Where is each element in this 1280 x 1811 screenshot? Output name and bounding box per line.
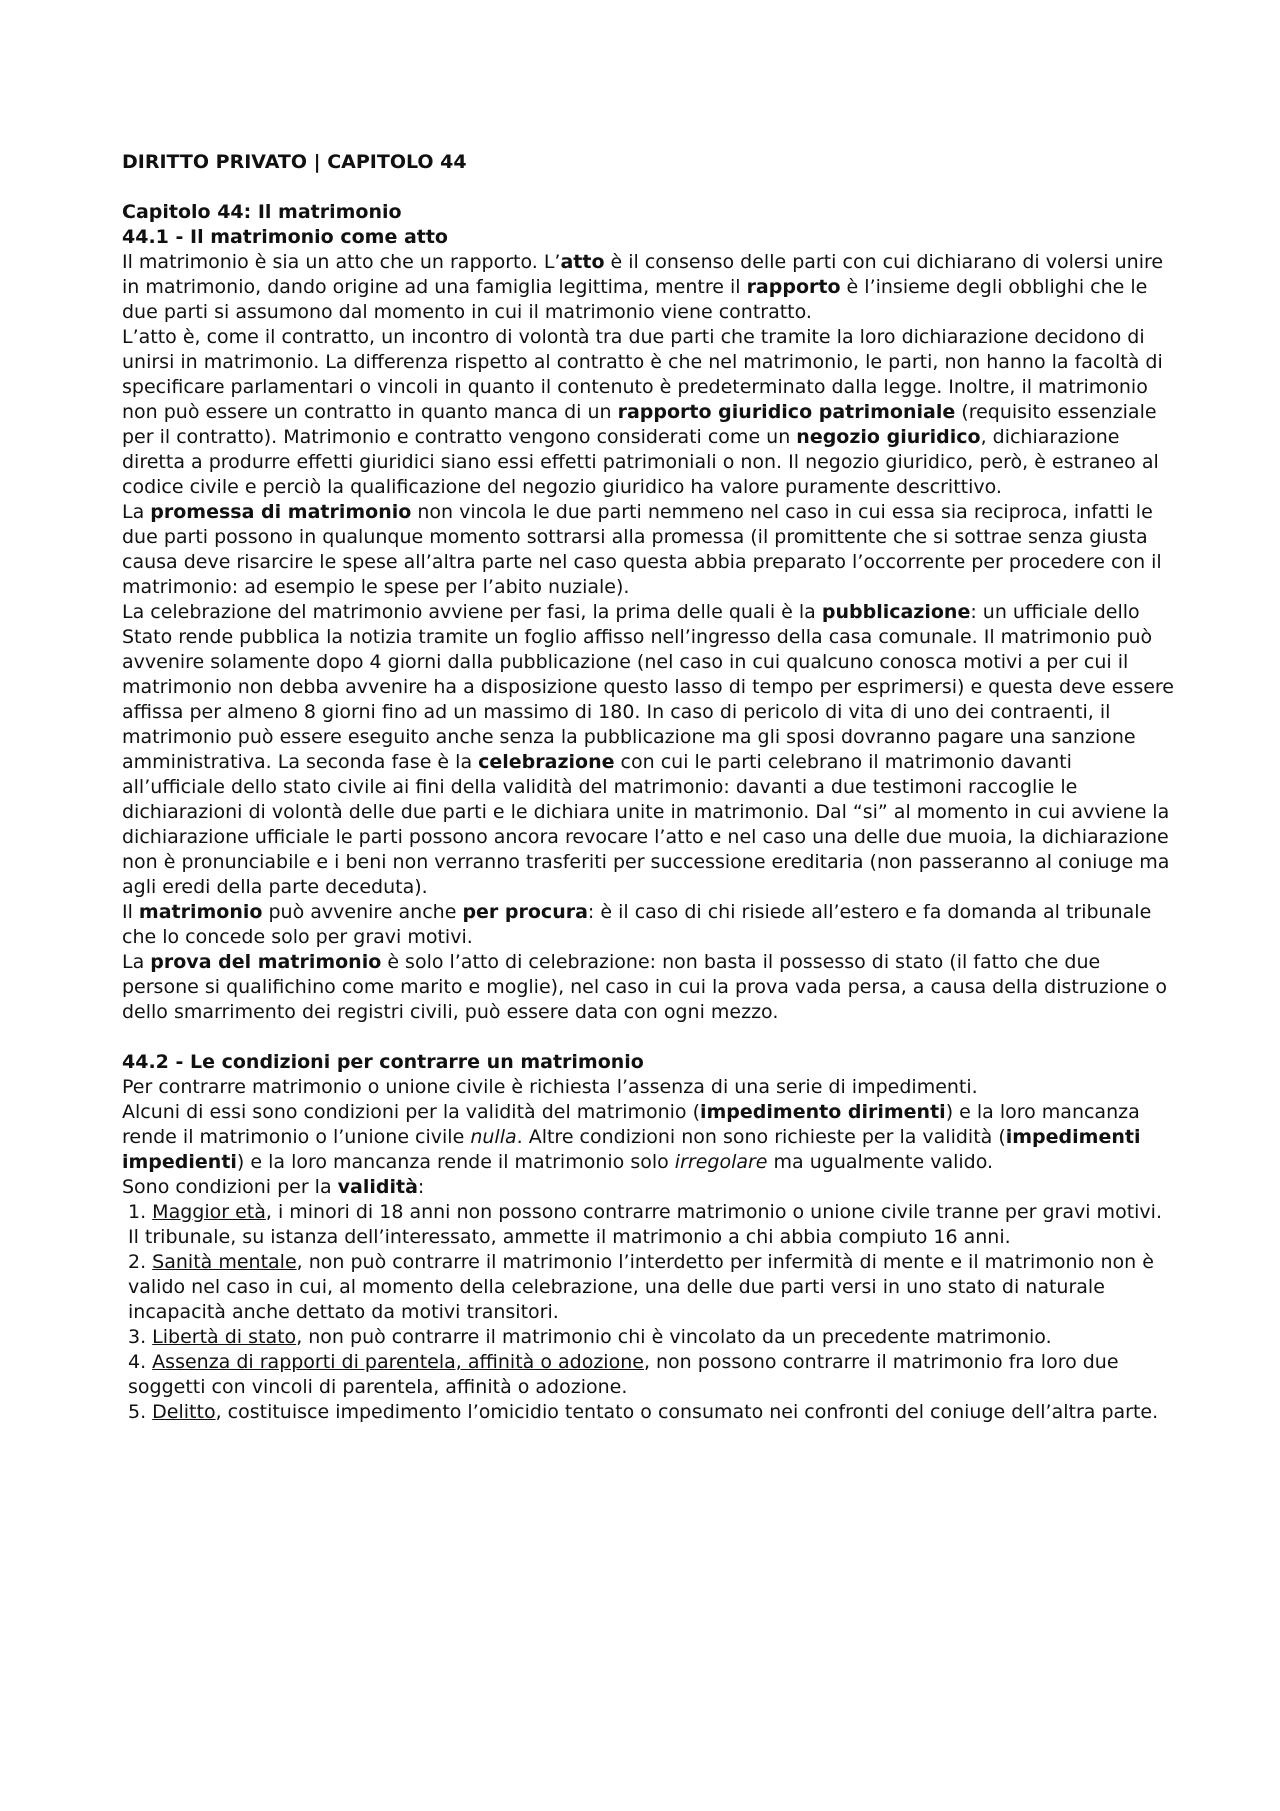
spacer <box>122 1025 1178 1050</box>
list-item: 5. Delitto, costituisce impedimento l’omicidio tentato o consumato nei confronti del coniuge dell’altra parte. <box>128 1401 1159 1423</box>
paragraph-impedimenti: Per contrarre matrimonio o unione civile è richiesta l’assenza di una serie di impedimenti. <box>122 1076 978 1098</box>
paragraph-atto-rapporto: Il matrimonio è sia un atto che un rapporto. L’atto è il consenso delle parti con cui dichiarano di volersi unire in matrimonio, dando origine ad una famiglia legittima, mentre il rapporto è l’insieme degli obblighi che le due parti si assumono dal momento in cui il matrimonio viene contratto. <box>122 251 1164 323</box>
paragraph-celebrazione: La celebrazione del matrimonio avviene per fasi, la prima delle quali è la pubblicazione: un ufficiale dello Stato rende pubblica la notizia tramite un foglio affisso nell’ingresso della casa comunale. Il matrimonio può avvenire solamente dopo 4 giorni dalla pubblicazione (nel caso in cui qualcuno conosca motivi a per cui il matrimonio non debba avvenire ha a disposizione questo lasso di tempo per esprimersi) e questa deve essere affissa per almeno 8 giorni fino ad un massimo di 180. In caso di pericolo di vita di uno dei contraenti, il matrimonio può essere eseguito anche senza la pubblicazione ma gli sposi dovranno pagare una sanzione amministrativa. La seconda fase è la celebrazione con cui le parti celebrano il matrimonio davanti all’ufficiale dello stato civile ai fini della validità del matrimonio: davanti a due testimoni raccoglie le dichiarazioni di volontà delle due parti e le dichiara unite in matrimonio. Dal “si” al momento in cui avviene la dichiarazione ufficiale le parti possono ancora revocare l’atto e nel caso una delle due muoia, la dichiarazione non è pronunciabile e i beni non verranno trasferiti per successione ereditaria (non passeranno al coniuge ma agli eredi della parte deceduta). <box>122 601 1174 898</box>
chapter-title: Capitolo 44: Il matrimonio <box>122 201 402 223</box>
document-page <box>122 150 1178 1425</box>
paragraph-dirimenti-impedienti: Alcuni di essi sono condizioni per la validità del matrimonio (impedimento dirimenti) e la loro mancanza rende il matrimonio o l’unione civile nulla. Altre condizioni non sono richieste per la validità (impedimenti impedienti) e la loro mancanza rende il matrimonio solo irregolare ma ugualmente valido. <box>122 1101 1141 1173</box>
paragraph-prova: La prova del matrimonio è solo l’atto di celebrazione: non basta il possesso di stato (il fatto che due persone si qualifichino come marito e moglie), nel caso in cui la prova vada persa, a causa della distruzione o dello smarrimento dei registri civili, può essere data con ogni mezzo. <box>122 951 1167 1023</box>
paragraph-condizioni-validita: Sono condizioni per la validità: <box>122 1176 425 1198</box>
list-item: 4. Assenza di rapporti di parentela, affinità o adozione, non possono contrarre il matrimonio fra loro due soggetti con vincoli di parentela, affinità o adozione. <box>128 1351 1119 1398</box>
section-title-44-2: 44.2 - Le condizioni per contrarre un matrimonio <box>122 1051 644 1073</box>
list-item: 2. Sanità mentale, non può contrarre il matrimonio l’interdetto per infermità di mente e il matrimonio non è valido nel caso in cui, al momento della celebrazione, una delle due parti versi in uno stato di naturale incapacità anche dettato da motivi transitori. <box>128 1251 1154 1323</box>
paragraph-atto-contratto: L’atto è, come il contratto, un incontro di volontà tra due parti che tramite la loro dichiarazione decidono di unirsi in matrimonio. La differenza rispetto al contratto è che nel matrimonio, le parti, non hanno la facoltà di specificare parlamentari o vincoli in quanto il contenuto è predeterminato dalla legge. Inoltre, il matrimonio non può essere un contratto in quanto manca di un rapporto giuridico patrimoniale (requisito essenziale per il contratto). Matrimonio e contratto vengono considerati come un negozio giuridico, dichiarazione diretta a produrre effetti giuridici siano essi effetti patrimoniali o non. Il negozio giuridico, però, è estraneo al codice civile e perciò la qualificazione del negozio giuridico ha valore puramente descrittivo. <box>122 326 1163 498</box>
section-title-44-1: 44.1 - Il matrimonio come atto <box>122 226 448 248</box>
paragraph-procura: Il matrimonio può avvenire anche per procura: è il caso di chi risiede all’estero e fa domanda al tribunale che lo concede solo per gravi motivi. <box>122 901 1152 948</box>
paragraph-promessa: La promessa di matrimonio non vincola le due parti nemmeno nel caso in cui essa sia reciproca, infatti le due parti possono in qualunque momento sottrarsi alla promessa (il promittente che si sottrae senza giusta causa deve risarcire le spese all’altra parte nel caso questa abbia preparato l’occorrente per procedere con il matrimonio: ad esempio le spese per l’abito nuziale). <box>122 501 1162 598</box>
document-header: DIRITTO PRIVATO | CAPITOLO 44 <box>122 151 467 173</box>
list-item: 1. Maggior età, i minori di 18 anni non possono contrarre matrimonio o unione civile tranne per gravi motivi. Il tribunale, su istanza dell’interessato, ammette il matrimonio a chi abbia compiuto 16 anni. <box>128 1201 1162 1248</box>
list-item: 3. Libertà di stato, non può contrarre il matrimonio chi è vincolato da un precedente matrimonio. <box>128 1326 1052 1348</box>
